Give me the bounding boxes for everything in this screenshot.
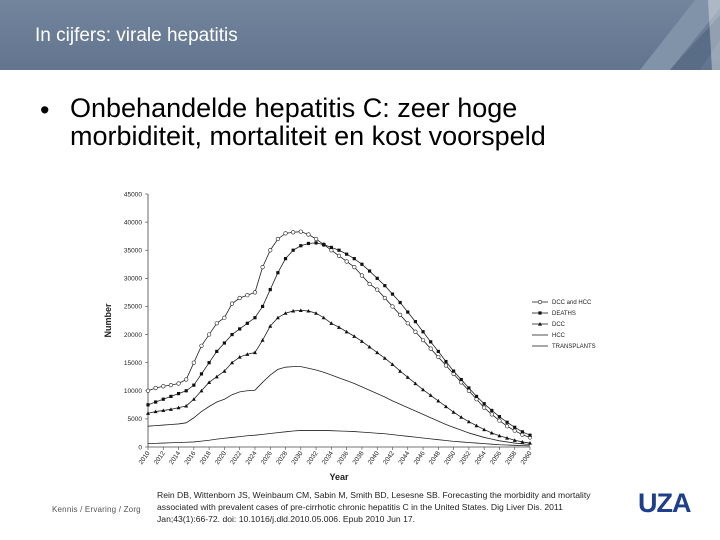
data-point-dcc-and-hcc: [299, 230, 303, 234]
x-tick-label: 2036: [336, 450, 351, 466]
series-line-dcc: [148, 310, 530, 443]
x-tick-label: 2040: [366, 450, 381, 466]
data-point-dcc-and-hcc: [314, 237, 318, 241]
data-point-deaths: [253, 316, 256, 319]
x-tick-label: 2032: [305, 450, 320, 466]
tagline: Kennis / Ervaring / Zorg: [52, 505, 141, 514]
legend: [532, 300, 596, 350]
series-line-dcc-and-hcc: [148, 232, 530, 438]
data-point-dcc-and-hcc: [253, 291, 257, 295]
data-point-deaths: [383, 284, 386, 287]
x-tick-label: 2058: [504, 450, 519, 466]
data-point-dcc-and-hcc: [207, 333, 211, 337]
data-point-dcc-and-hcc: [230, 302, 234, 306]
data-point-dcc-and-hcc: [437, 355, 441, 359]
data-point-dcc-and-hcc: [391, 305, 395, 309]
data-point-dcc-and-hcc: [169, 383, 173, 387]
data-point-dcc-and-hcc: [291, 230, 295, 234]
x-tick-label: 2044: [397, 450, 412, 466]
data-point-dcc: [322, 316, 326, 320]
uza-logo: UZA: [638, 488, 691, 518]
data-point-dcc-and-hcc: [383, 296, 387, 300]
data-point-dcc: [253, 351, 257, 355]
data-point-dcc: [459, 415, 463, 419]
data-point-deaths: [276, 271, 279, 274]
x-tick-label: 2056: [489, 450, 504, 466]
x-tick-label: 2012: [152, 450, 167, 466]
x-tick-label: 2030: [290, 450, 305, 466]
data-point-deaths: [483, 402, 486, 405]
y-axis-label: Number: [103, 303, 113, 338]
citation: Rein DB, Wittenborn JS, Weinbaum CM, Sabin M, Smith BD, Lesesne SB. Forecasting the morbidity and mortality associated with prevalent cases of pre-cirrhotic chronic hepatitis C in the United States. Dig Liver Dis. 2011 Jan;43(1):66-72. doi: 10.1016/j.dld.2010.05.006. Epub 2010 Jun 17.: [157, 490, 591, 524]
data-point-deaths: [521, 430, 524, 433]
data-point-deaths: [200, 372, 203, 375]
data-point-dcc-and-hcc: [498, 419, 502, 423]
data-point-dcc-and-hcc: [375, 288, 379, 292]
x-tick-label: 2016: [183, 450, 198, 466]
data-point-deaths: [330, 246, 333, 249]
data-point-dcc-and-hcc: [429, 347, 433, 351]
data-point-dcc-and-hcc: [337, 254, 341, 258]
data-point-dcc-and-hcc: [360, 274, 364, 278]
data-point-deaths: [292, 249, 295, 252]
data-point-deaths: [192, 384, 195, 387]
series-line-deaths: [148, 243, 530, 435]
data-point-deaths: [490, 409, 493, 412]
data-point-dcc: [345, 330, 349, 334]
x-axis-label: Year: [329, 472, 349, 482]
data-point-dcc-and-hcc: [238, 296, 242, 300]
bullet-text: Onbehandelde hepatitis C: zeer hoge morbiditeit, mortaliteit en kost voorspeld: [70, 93, 546, 151]
data-point-dcc-and-hcc: [352, 265, 356, 269]
data-point-deaths: [513, 426, 516, 429]
data-point-deaths: [261, 305, 264, 308]
data-point-deaths: [368, 269, 371, 272]
data-point-dcc-and-hcc: [246, 293, 250, 297]
data-point-dcc-and-hcc: [368, 282, 372, 286]
data-point-dcc-and-hcc: [490, 413, 494, 417]
bullet-marker: •: [40, 95, 50, 125]
y-tick-label: 5000: [127, 416, 142, 424]
data-point-dcc-and-hcc: [177, 382, 181, 386]
x-tick-label: 2034: [320, 450, 335, 466]
data-point-deaths: [299, 244, 302, 247]
data-point-deaths: [169, 395, 172, 398]
data-point-deaths: [460, 378, 463, 381]
y-tick-label: 25000: [123, 303, 142, 311]
data-point-dcc: [360, 339, 364, 343]
y-tick-label: 0: [138, 444, 142, 452]
y-tick-label: 10000: [123, 388, 142, 396]
legend-marker-deaths: [538, 311, 541, 314]
data-point-deaths: [345, 253, 348, 256]
data-point-deaths: [215, 350, 218, 353]
data-point-dcc-and-hcc: [261, 265, 265, 269]
legend-label-deaths: DEATHS: [552, 311, 576, 317]
data-point-deaths: [467, 386, 470, 389]
data-point-dcc-and-hcc: [307, 233, 311, 237]
y-tick-label: 45000: [123, 191, 142, 199]
y-tick-label: 15000: [123, 359, 142, 367]
data-point-deaths: [337, 249, 340, 252]
x-tick-label: 2050: [443, 450, 458, 466]
x-tick-label: 2046: [412, 450, 427, 466]
x-tick-label: 2018: [198, 450, 213, 466]
legend-label-hcc: HCC: [552, 333, 565, 339]
data-point-deaths: [146, 403, 149, 406]
data-point-dcc: [337, 325, 341, 329]
x-tick-label: 2020: [214, 450, 229, 466]
y-tick-label: 30000: [123, 275, 142, 283]
y-tick-label: 35000: [123, 247, 142, 255]
y-axis: [124, 191, 148, 451]
data-point-deaths: [421, 330, 424, 333]
data-point-deaths: [208, 361, 211, 364]
data-point-deaths: [376, 277, 379, 280]
data-point-deaths: [246, 322, 249, 325]
data-point-deaths: [414, 320, 417, 323]
data-point-deaths: [437, 350, 440, 353]
forecast-line-chart: [100, 185, 610, 485]
data-point-dcc-and-hcc: [398, 313, 402, 317]
data-point-deaths: [360, 263, 363, 266]
data-point-deaths: [322, 243, 325, 246]
data-point-deaths: [314, 241, 317, 244]
x-tick-label: 2052: [458, 450, 473, 466]
data-point-dcc: [261, 338, 265, 342]
data-point-deaths: [429, 340, 432, 343]
x-tick-label: 2028: [275, 450, 290, 466]
data-point-dcc-and-hcc: [200, 344, 204, 348]
legend-marker-dcc-and-hcc: [538, 300, 542, 304]
data-point-deaths: [162, 398, 165, 401]
series-line-hcc: [148, 367, 530, 445]
legend-label-dcc: DCC: [552, 322, 565, 328]
x-tick-label: 2042: [382, 450, 397, 466]
data-point-deaths: [399, 301, 402, 304]
series-lines: [146, 230, 532, 446]
data-point-dcc-and-hcc: [161, 384, 165, 388]
data-point-deaths: [353, 257, 356, 260]
data-point-dcc: [467, 420, 471, 424]
data-point-deaths: [269, 288, 272, 291]
data-point-deaths: [406, 310, 409, 313]
data-point-dcc-and-hcc: [421, 338, 425, 342]
y-tick-label: 40000: [123, 219, 142, 227]
data-point-dcc-and-hcc: [406, 322, 410, 326]
data-point-dcc: [475, 424, 479, 428]
data-point-dcc: [352, 334, 356, 338]
data-point-deaths: [452, 370, 455, 373]
data-point-dcc-and-hcc: [223, 316, 227, 320]
data-point-deaths: [154, 400, 157, 403]
data-point-dcc-and-hcc: [154, 386, 158, 390]
data-point-dcc-and-hcc: [444, 364, 448, 368]
data-point-deaths: [505, 421, 508, 424]
data-point-deaths: [498, 415, 501, 418]
slide-title: In cijfers: virale hepatitis: [35, 25, 238, 46]
data-point-dcc-and-hcc: [505, 424, 509, 428]
data-point-deaths: [177, 392, 180, 395]
x-tick-label: 2054: [473, 450, 488, 466]
data-point-dcc-and-hcc: [276, 237, 280, 241]
data-point-dcc-and-hcc: [184, 378, 188, 382]
x-tick-label: 2024: [244, 450, 259, 466]
data-point-dcc-and-hcc: [192, 361, 196, 365]
data-point-deaths: [444, 360, 447, 363]
series-line-transplants: [148, 430, 530, 445]
data-point-dcc-and-hcc: [284, 232, 288, 236]
data-point-dcc-and-hcc: [345, 260, 349, 264]
data-point-dcc-and-hcc: [482, 406, 486, 410]
x-axis: [138, 447, 534, 466]
y-tick-label: 20000: [123, 331, 142, 339]
x-tick-label: 2048: [427, 450, 442, 466]
data-point-deaths: [475, 395, 478, 398]
decorative-swoosh: [600, 0, 720, 70]
data-point-dcc-and-hcc: [513, 429, 517, 433]
data-point-dcc-and-hcc: [268, 248, 272, 252]
data-point-deaths: [223, 341, 226, 344]
legend-label-transplants: TRANSPLANTS: [552, 344, 596, 350]
x-tick-label: 2022: [229, 450, 244, 466]
data-point-dcc-and-hcc: [146, 389, 150, 393]
data-point-dcc-and-hcc: [414, 330, 418, 334]
title-bar: [0, 0, 720, 70]
legend-label-dcc-and-hcc: DCC and HCC: [552, 300, 592, 306]
data-point-deaths: [284, 257, 287, 260]
data-point-deaths: [185, 389, 188, 392]
x-tick-label: 2026: [259, 450, 274, 466]
data-point-dcc: [276, 316, 280, 320]
x-tick-label: 2010: [137, 450, 152, 466]
data-point-deaths: [238, 327, 241, 330]
x-tick-label: 2060: [519, 450, 534, 466]
data-point-deaths: [391, 292, 394, 295]
x-tick-label: 2014: [168, 450, 183, 466]
data-point-dcc: [482, 428, 486, 432]
x-tick-label: 2038: [351, 450, 366, 466]
data-point-dcc-and-hcc: [215, 322, 219, 326]
data-point-deaths: [528, 434, 531, 437]
data-point-deaths: [307, 242, 310, 245]
data-point-deaths: [230, 333, 233, 336]
